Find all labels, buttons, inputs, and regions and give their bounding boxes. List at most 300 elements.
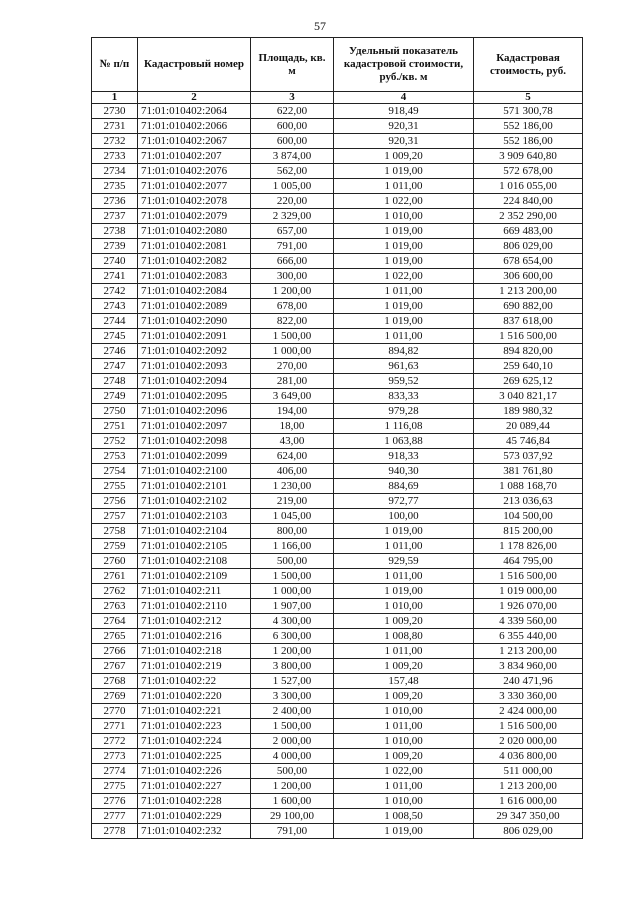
table-row: [92, 164, 583, 179]
area-value: 624,00: [251, 449, 334, 464]
table-row: [92, 629, 583, 644]
specific-value: 1 022,00: [334, 194, 474, 209]
table-row: [92, 464, 583, 479]
table-row: [92, 689, 583, 704]
row-index: 2757: [92, 509, 138, 524]
area-value: 791,00: [251, 824, 334, 839]
row-index: 2750: [92, 404, 138, 419]
specific-value: 920,31: [334, 119, 474, 134]
table-row: [92, 434, 583, 449]
cadastral-cost: 1 213 200,00: [474, 644, 583, 659]
table-row: [92, 314, 583, 329]
cadastral-number: 71:01:010402:2078: [138, 194, 251, 209]
area-value: 1 200,00: [251, 644, 334, 659]
row-index: 2730: [92, 104, 138, 119]
area-value: 1 600,00: [251, 794, 334, 809]
row-index: 2761: [92, 569, 138, 584]
table-row: [92, 794, 583, 809]
specific-value: 1 022,00: [334, 764, 474, 779]
table-row: [92, 359, 583, 374]
cadastral-cost: 552 186,00: [474, 134, 583, 149]
table-row: [92, 479, 583, 494]
cadastral-cost: 1 213 200,00: [474, 779, 583, 794]
area-value: 2 000,00: [251, 734, 334, 749]
cadastral-number: 71:01:010402:229: [138, 809, 251, 824]
table-row: [92, 749, 583, 764]
table-row: [92, 239, 583, 254]
row-index: 2734: [92, 164, 138, 179]
row-index: 2762: [92, 584, 138, 599]
table-row: [92, 734, 583, 749]
header-index: № п/п: [92, 38, 138, 92]
specific-value: 1 019,00: [334, 524, 474, 539]
area-value: 300,00: [251, 269, 334, 284]
area-value: 500,00: [251, 764, 334, 779]
cadastral-number: 71:01:010402:2098: [138, 434, 251, 449]
specific-value: 961,63: [334, 359, 474, 374]
specific-value: 157,48: [334, 674, 474, 689]
cadastral-cost: 6 355 440,00: [474, 629, 583, 644]
cadastral-cost: 806 029,00: [474, 239, 583, 254]
specific-value: 1 009,20: [334, 659, 474, 674]
specific-value: 972,77: [334, 494, 474, 509]
cadastral-number: 71:01:010402:212: [138, 614, 251, 629]
cadastral-cost: 815 200,00: [474, 524, 583, 539]
specific-value: 1 022,00: [334, 269, 474, 284]
area-value: 800,00: [251, 524, 334, 539]
row-index: 2738: [92, 224, 138, 239]
area-value: 1 005,00: [251, 179, 334, 194]
cadastral-number: 71:01:010402:2064: [138, 104, 251, 119]
cadastral-number: 71:01:010402:2083: [138, 269, 251, 284]
row-index: 2773: [92, 749, 138, 764]
table-row: [92, 344, 583, 359]
specific-value: 1 008,80: [334, 629, 474, 644]
area-value: 666,00: [251, 254, 334, 269]
table-body: [92, 104, 583, 839]
specific-value: 1 011,00: [334, 569, 474, 584]
cadastral-number: 71:01:010402:224: [138, 734, 251, 749]
specific-value: 1 010,00: [334, 599, 474, 614]
cadastral-number: 71:01:010402:226: [138, 764, 251, 779]
area-value: 2 329,00: [251, 209, 334, 224]
specific-value: 1 010,00: [334, 794, 474, 809]
row-index: 2735: [92, 179, 138, 194]
cadastral-cost: 1 178 826,00: [474, 539, 583, 554]
cadastral-value-table: [91, 37, 583, 839]
specific-value: 1 011,00: [334, 644, 474, 659]
cadastral-number: 71:01:010402:2094: [138, 374, 251, 389]
cadastral-cost: 20 089,44: [474, 419, 583, 434]
area-value: 43,00: [251, 434, 334, 449]
area-value: 3 300,00: [251, 689, 334, 704]
row-index: 2753: [92, 449, 138, 464]
table-row: [92, 149, 583, 164]
area-value: 1 000,00: [251, 344, 334, 359]
specific-value: 1 010,00: [334, 704, 474, 719]
table-row: [92, 419, 583, 434]
cadastral-cost: 1 516 500,00: [474, 719, 583, 734]
area-value: 220,00: [251, 194, 334, 209]
area-value: 3 874,00: [251, 149, 334, 164]
table-row: [92, 659, 583, 674]
area-value: 3 649,00: [251, 389, 334, 404]
cadastral-cost: 1 016 055,00: [474, 179, 583, 194]
cadastral-cost: 269 625,12: [474, 374, 583, 389]
table-row: [92, 539, 583, 554]
cadastral-cost: 669 483,00: [474, 224, 583, 239]
cadastral-cost: 1 616 000,00: [474, 794, 583, 809]
column-number: 2: [138, 92, 251, 104]
table-row: [92, 179, 583, 194]
cadastral-cost: 2 020 000,00: [474, 734, 583, 749]
row-index: 2747: [92, 359, 138, 374]
area-value: 2 400,00: [251, 704, 334, 719]
cadastral-cost: 894 820,00: [474, 344, 583, 359]
row-index: 2765: [92, 629, 138, 644]
cadastral-number: 71:01:010402:2092: [138, 344, 251, 359]
table-row: [92, 224, 583, 239]
header-cadastral-cost: Кадастровая стоимость, руб.: [474, 38, 583, 92]
area-value: 219,00: [251, 494, 334, 509]
row-index: 2760: [92, 554, 138, 569]
table-row: [92, 674, 583, 689]
area-value: 194,00: [251, 404, 334, 419]
area-value: 406,00: [251, 464, 334, 479]
cadastral-number: 71:01:010402:2067: [138, 134, 251, 149]
area-value: 18,00: [251, 419, 334, 434]
specific-value: 1 063,88: [334, 434, 474, 449]
table-row: [92, 599, 583, 614]
row-index: 2766: [92, 644, 138, 659]
specific-value: 100,00: [334, 509, 474, 524]
cadastral-number: 71:01:010402:218: [138, 644, 251, 659]
cadastral-number: 71:01:010402:2097: [138, 419, 251, 434]
cadastral-number: 71:01:010402:2090: [138, 314, 251, 329]
area-value: 657,00: [251, 224, 334, 239]
specific-value: 959,52: [334, 374, 474, 389]
row-index: 2778: [92, 824, 138, 839]
specific-value: 979,28: [334, 404, 474, 419]
specific-value: 1 009,20: [334, 149, 474, 164]
cadastral-cost: 4 036 800,00: [474, 749, 583, 764]
specific-value: 918,49: [334, 104, 474, 119]
cadastral-number: 71:01:010402:2099: [138, 449, 251, 464]
table-row: [92, 764, 583, 779]
row-index: 2742: [92, 284, 138, 299]
table-row: [92, 719, 583, 734]
cadastral-cost: 1 926 070,00: [474, 599, 583, 614]
area-value: 1 166,00: [251, 539, 334, 554]
specific-value: 1 010,00: [334, 734, 474, 749]
table-row: [92, 809, 583, 824]
cadastral-cost: 213 036,63: [474, 494, 583, 509]
row-index: 2733: [92, 149, 138, 164]
table-row: [92, 524, 583, 539]
column-number: 1: [92, 92, 138, 104]
page-number: 57: [314, 19, 326, 33]
column-number: 5: [474, 92, 583, 104]
cadastral-number: 71:01:010402:2108: [138, 554, 251, 569]
cadastral-cost: 552 186,00: [474, 119, 583, 134]
specific-value: 1 009,20: [334, 689, 474, 704]
row-index: 2763: [92, 599, 138, 614]
area-value: 4 300,00: [251, 614, 334, 629]
table-row: [92, 554, 583, 569]
specific-value: 894,82: [334, 344, 474, 359]
row-index: 2776: [92, 794, 138, 809]
table-row: [92, 254, 583, 269]
area-value: 1 200,00: [251, 284, 334, 299]
row-index: 2764: [92, 614, 138, 629]
header-cadastral-number: Кадастровый номер: [138, 38, 251, 92]
cadastral-number: 71:01:010402:2081: [138, 239, 251, 254]
cadastral-cost: 45 746,84: [474, 434, 583, 449]
area-value: 29 100,00: [251, 809, 334, 824]
cadastral-cost: 1 088 168,70: [474, 479, 583, 494]
cadastral-cost: 837 618,00: [474, 314, 583, 329]
cadastral-cost: 690 882,00: [474, 299, 583, 314]
cadastral-cost: 4 339 560,00: [474, 614, 583, 629]
area-value: 1 500,00: [251, 569, 334, 584]
specific-value: 1 011,00: [334, 719, 474, 734]
row-index: 2732: [92, 134, 138, 149]
column-number-row: [92, 92, 583, 104]
cadastral-cost: 29 347 350,00: [474, 809, 583, 824]
row-index: 2772: [92, 734, 138, 749]
cadastral-number: 71:01:010402:2103: [138, 509, 251, 524]
area-value: 600,00: [251, 119, 334, 134]
cadastral-number: 71:01:010402:2082: [138, 254, 251, 269]
header-area: Площадь, кв. м: [251, 38, 334, 92]
specific-value: 1 011,00: [334, 779, 474, 794]
cadastral-cost: 806 029,00: [474, 824, 583, 839]
table-row: [92, 119, 583, 134]
cadastral-number: 71:01:010402:2102: [138, 494, 251, 509]
specific-value: 1 011,00: [334, 329, 474, 344]
cadastral-cost: 2 424 000,00: [474, 704, 583, 719]
cadastral-number: 71:01:010402:2110: [138, 599, 251, 614]
specific-value: 1 009,20: [334, 749, 474, 764]
cadastral-cost: 1 516 500,00: [474, 569, 583, 584]
cadastral-number: 71:01:010402:232: [138, 824, 251, 839]
specific-value: 918,33: [334, 449, 474, 464]
table-row: [92, 509, 583, 524]
cadastral-cost: 3 909 640,80: [474, 149, 583, 164]
row-index: 2755: [92, 479, 138, 494]
row-index: 2748: [92, 374, 138, 389]
specific-value: 1 008,50: [334, 809, 474, 824]
table-row: [92, 299, 583, 314]
cadastral-number: 71:01:010402:2095: [138, 389, 251, 404]
area-value: 4 000,00: [251, 749, 334, 764]
row-index: 2752: [92, 434, 138, 449]
cadastral-number: 71:01:010402:2105: [138, 539, 251, 554]
row-index: 2767: [92, 659, 138, 674]
cadastral-cost: 1 019 000,00: [474, 584, 583, 599]
table-row: [92, 374, 583, 389]
area-value: 1 230,00: [251, 479, 334, 494]
area-value: 791,00: [251, 239, 334, 254]
specific-value: 920,31: [334, 134, 474, 149]
cadastral-cost: 572 678,00: [474, 164, 583, 179]
row-index: 2740: [92, 254, 138, 269]
cadastral-cost: 1 516 500,00: [474, 329, 583, 344]
row-index: 2758: [92, 524, 138, 539]
cadastral-cost: 3 040 821,17: [474, 389, 583, 404]
row-index: 2736: [92, 194, 138, 209]
table-row: [92, 209, 583, 224]
area-value: 270,00: [251, 359, 334, 374]
cadastral-number: 71:01:010402:22: [138, 674, 251, 689]
table-row: [92, 134, 583, 149]
cadastral-cost: 511 000,00: [474, 764, 583, 779]
cadastral-cost: 2 352 290,00: [474, 209, 583, 224]
specific-value: 929,59: [334, 554, 474, 569]
table-row: [92, 779, 583, 794]
row-index: 2777: [92, 809, 138, 824]
cadastral-number: 71:01:010402:221: [138, 704, 251, 719]
cadastral-cost: 224 840,00: [474, 194, 583, 209]
cadastral-cost: 464 795,00: [474, 554, 583, 569]
row-index: 2751: [92, 419, 138, 434]
area-value: 6 300,00: [251, 629, 334, 644]
cadastral-cost: 240 471,96: [474, 674, 583, 689]
specific-value: 1 019,00: [334, 314, 474, 329]
cadastral-number: 71:01:010402:2096: [138, 404, 251, 419]
specific-value: 833,33: [334, 389, 474, 404]
cadastral-cost: 3 834 960,00: [474, 659, 583, 674]
cadastral-cost: 306 600,00: [474, 269, 583, 284]
specific-value: 1 019,00: [334, 824, 474, 839]
row-index: 2756: [92, 494, 138, 509]
row-index: 2774: [92, 764, 138, 779]
area-value: 1 045,00: [251, 509, 334, 524]
row-index: 2745: [92, 329, 138, 344]
table-row: [92, 704, 583, 719]
row-index: 2769: [92, 689, 138, 704]
row-index: 2744: [92, 314, 138, 329]
cadastral-number: 71:01:010402:2080: [138, 224, 251, 239]
table-row: [92, 569, 583, 584]
specific-value: 1 011,00: [334, 179, 474, 194]
specific-value: 1 019,00: [334, 584, 474, 599]
area-value: 3 800,00: [251, 659, 334, 674]
cadastral-number: 71:01:010402:2101: [138, 479, 251, 494]
table-row: [92, 584, 583, 599]
table-row: [92, 194, 583, 209]
cadastral-number: 71:01:010402:216: [138, 629, 251, 644]
table-header-row: [92, 38, 583, 92]
area-value: 1 907,00: [251, 599, 334, 614]
specific-value: 1 011,00: [334, 284, 474, 299]
column-number: 4: [334, 92, 474, 104]
cadastral-number: 71:01:010402:2089: [138, 299, 251, 314]
table-row: [92, 389, 583, 404]
area-value: 822,00: [251, 314, 334, 329]
cadastral-number: 71:01:010402:2079: [138, 209, 251, 224]
cadastral-number: 71:01:010402:207: [138, 149, 251, 164]
row-index: 2768: [92, 674, 138, 689]
cadastral-cost: 571 300,78: [474, 104, 583, 119]
specific-value: 1 019,00: [334, 299, 474, 314]
row-index: 2731: [92, 119, 138, 134]
area-value: 562,00: [251, 164, 334, 179]
area-value: 500,00: [251, 554, 334, 569]
cadastral-number: 71:01:010402:225: [138, 749, 251, 764]
cadastral-number: 71:01:010402:227: [138, 779, 251, 794]
row-index: 2743: [92, 299, 138, 314]
table-row: [92, 269, 583, 284]
table-row: [92, 614, 583, 629]
cadastral-number: 71:01:010402:2084: [138, 284, 251, 299]
area-value: 1 500,00: [251, 329, 334, 344]
specific-value: 1 019,00: [334, 239, 474, 254]
specific-value: 1 019,00: [334, 224, 474, 239]
row-index: 2741: [92, 269, 138, 284]
area-value: 678,00: [251, 299, 334, 314]
table-row: [92, 404, 583, 419]
specific-value: 1 011,00: [334, 539, 474, 554]
cadastral-cost: 1 213 200,00: [474, 284, 583, 299]
area-value: 600,00: [251, 134, 334, 149]
cadastral-number: 71:01:010402:2076: [138, 164, 251, 179]
cadastral-number: 71:01:010402:2100: [138, 464, 251, 479]
cadastral-cost: 573 037,92: [474, 449, 583, 464]
cadastral-cost: 189 980,32: [474, 404, 583, 419]
cadastral-number: 71:01:010402:223: [138, 719, 251, 734]
table-row: [92, 824, 583, 839]
table-row: [92, 329, 583, 344]
area-value: 622,00: [251, 104, 334, 119]
column-number: 3: [251, 92, 334, 104]
row-index: 2759: [92, 539, 138, 554]
area-value: 1 527,00: [251, 674, 334, 689]
row-index: 2771: [92, 719, 138, 734]
area-value: 1 000,00: [251, 584, 334, 599]
table-row: [92, 494, 583, 509]
table-row: [92, 644, 583, 659]
table-row: [92, 284, 583, 299]
specific-value: 1 019,00: [334, 254, 474, 269]
area-value: 1 200,00: [251, 779, 334, 794]
row-index: 2754: [92, 464, 138, 479]
cadastral-cost: 678 654,00: [474, 254, 583, 269]
specific-value: 884,69: [334, 479, 474, 494]
cadastral-number: 71:01:010402:228: [138, 794, 251, 809]
specific-value: 1 116,08: [334, 419, 474, 434]
specific-value: 940,30: [334, 464, 474, 479]
specific-value: 1 010,00: [334, 209, 474, 224]
cadastral-number: 71:01:010402:2066: [138, 119, 251, 134]
cadastral-number: 71:01:010402:2077: [138, 179, 251, 194]
row-index: 2737: [92, 209, 138, 224]
row-index: 2746: [92, 344, 138, 359]
row-index: 2775: [92, 779, 138, 794]
specific-value: 1 009,20: [334, 614, 474, 629]
cadastral-number: 71:01:010402:211: [138, 584, 251, 599]
cadastral-number: 71:01:010402:2109: [138, 569, 251, 584]
cadastral-cost: 259 640,10: [474, 359, 583, 374]
cadastral-number: 71:01:010402:2091: [138, 329, 251, 344]
cadastral-number: 71:01:010402:220: [138, 689, 251, 704]
cadastral-number: 71:01:010402:2093: [138, 359, 251, 374]
table-row: [92, 449, 583, 464]
header-specific-value: Удельный показатель кадастровой стоимости, руб./кв. м: [334, 38, 474, 92]
cadastral-number: 71:01:010402:219: [138, 659, 251, 674]
cadastral-cost: 381 761,80: [474, 464, 583, 479]
cadastral-number: 71:01:010402:2104: [138, 524, 251, 539]
